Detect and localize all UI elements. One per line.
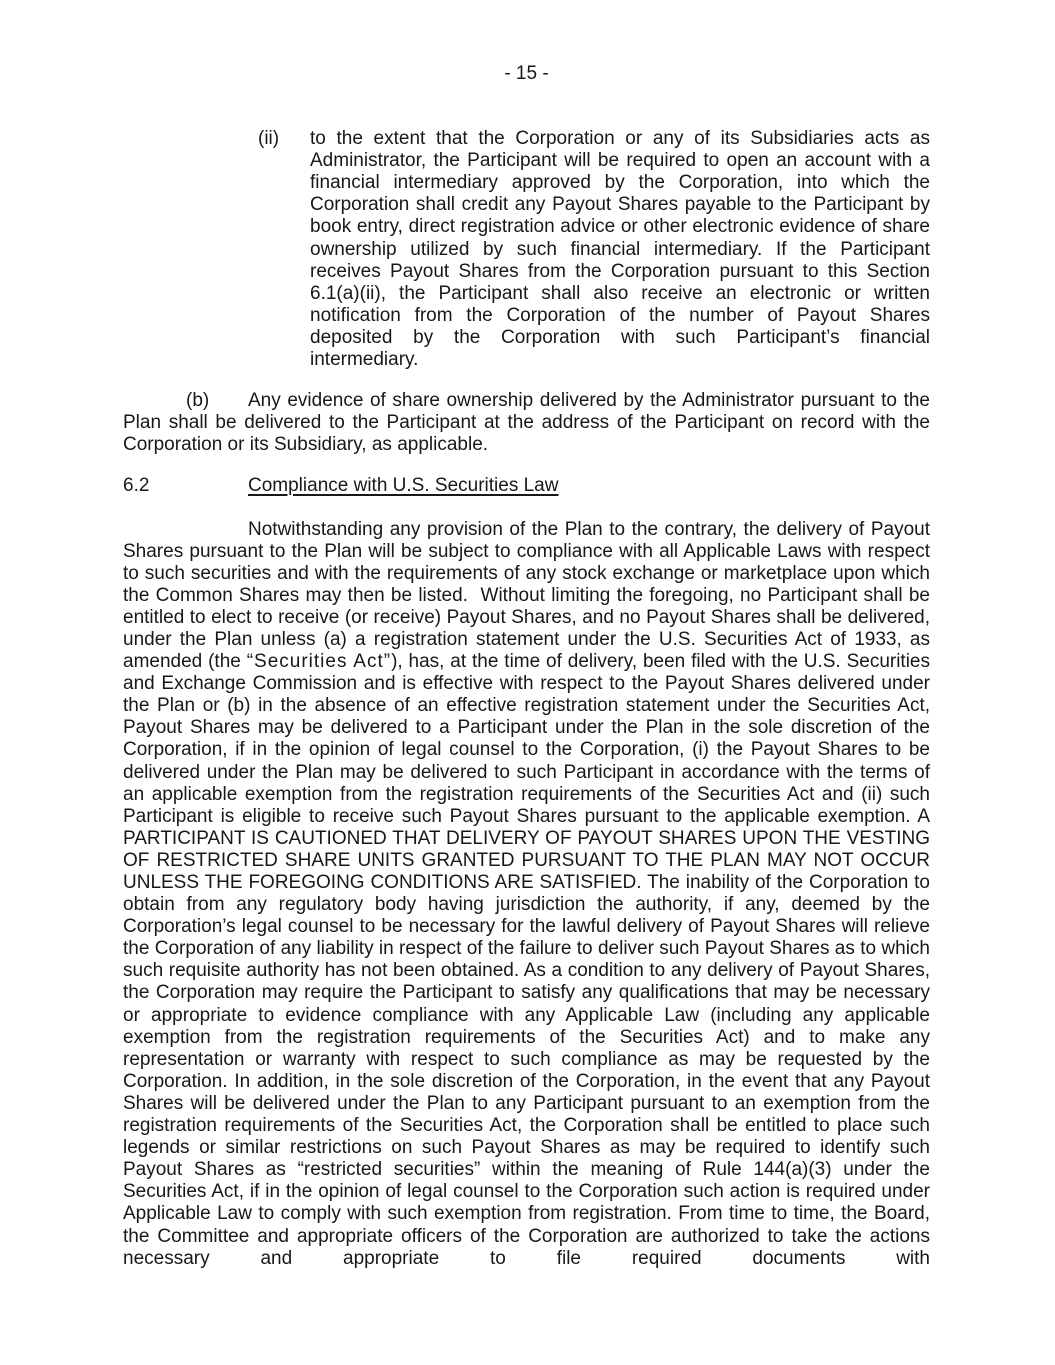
section-title: Compliance with U.S. Securities Law [248,475,559,497]
clause-b-marker: (b) [186,390,210,412]
page-number: - 15 - [504,63,549,84]
clause-ii-marker: (ii) [258,128,280,150]
section-number: 6.2 [123,475,150,497]
clause-b-text: Any evidence of share ownership delivered by the Administrator pursuant to the Plan shall be delivered to the Participant at the address of the Participant on record with the Corporation or its Subsidiary, as applicable. [123,390,930,456]
compliance-text-part1: Notwithstanding any provision of the Plan to the contrary, the delivery of Payout Shares pursuant to the Plan will be subject to compliance with all Applicable Laws with respect to such securities and with the requirements of any stock exchange or marketplace upon which the Common Shares may then be listed. Without limiting the foregoing, no Participant shall be entitled to elect to receive (or receive) Payout Shares, and no Payout Shares shall be delivered, under the Plan unless (a) a registration statement under the U.S. Securities Act of 1933, as amended (the [123,518,930,673]
defined-term-securities-act: “Securities Act” [246,651,392,673]
compliance-paragraph [123,519,930,1270]
clause-ii [258,128,930,371]
clause-ii-text: to the extent that the Corporation or any of its Subsidiaries acts as Administrator, the Participant will be required to open an account with a financial intermediary approved by the Corporation, into which the Corporation shall credit any Payout Shares payable to the Participant by book entry, direct registration advice or other electronic evidence of share ownership utilized by such financial intermediary. If the Participant receives Payout Shares from the Corporation pursuant to this Section 6.1(a)(ii), the Participant shall also receive an electronic or written notification from the Corporation of the number of Payout Shares deposited by the Corporation with such Participant’s financial intermediary. [310,128,930,371]
clause-b [123,390,930,456]
section-heading-row [123,475,930,497]
compliance-text-part2: ), has, at the time of delivery, been filed with the U.S. Securities and Exchange Commission and is effective with respect to the Payout Shares delivered under the Plan or (b) in the absence of an effective registration statement under the Securities Act, Payout Shares may be delivered to a Participant under the Plan in the sole discretion of the Corporation, if in the opinion of legal counsel to the Corporation, (i) the Payout Shares to be delivered under the Plan may be delivered to such Participant in accordance with the terms of an applicable exemption from the registration requirements of the Securities Act and (ii) such Participant is eligible to receive such Payout Shares pursuant to the applicable exemption. A PARTICIPANT IS CAUTIONED THAT DELIVERY OF PAYOUT SHARES UPON THE VESTING OF RESTRICTED SHARE UNITS GRANTED PURSUANT TO THE PLAN MAY NOT OCCUR UNLESS THE FOREGOING CONDITIONS ARE SATISFIED. The inability of the Corporation to obtain from any regulatory body having jurisdiction the authority, if any, deemed by the Corporation’s legal counsel to be necessary for the lawful delivery of Payout Shares will relieve the Corporation of any liability in respect of the failure to deliver such Payout Shares as to which such requisite authority has not been obtained. As a condition to any delivery of Payout Shares, the Corporation may require the Participant to satisfy any qualifications that may be necessary or appropriate to evidence compliance with any Applicable Law (including any applicable exemption from the registration requirements of the Securities Act) and to make any representation or warranty with respect to such compliance as may be requested by the Corporation. In addition, in the sole discretion of the Corporation, in the event that any Payout Shares will be delivered under the Plan to any Participant pursuant to an exemption from the registration requirements of the Securities Act, the Corporation shall be entitled to place such legends or similar restrictions on such Payout Shares as may be required to identify such Payout Shares as “restricted securities” within the meaning of Rule 144(a)(3) under the Securities Act, if in the opinion of legal counsel to the Corporation such action is required under Applicable Law to comply with such exemption from registration. From time to time, the Board, the Committee and appropriate officers of the Corporation are authorized to take the actions necessary and appropriate to file required documents with [123,651,930,1269]
